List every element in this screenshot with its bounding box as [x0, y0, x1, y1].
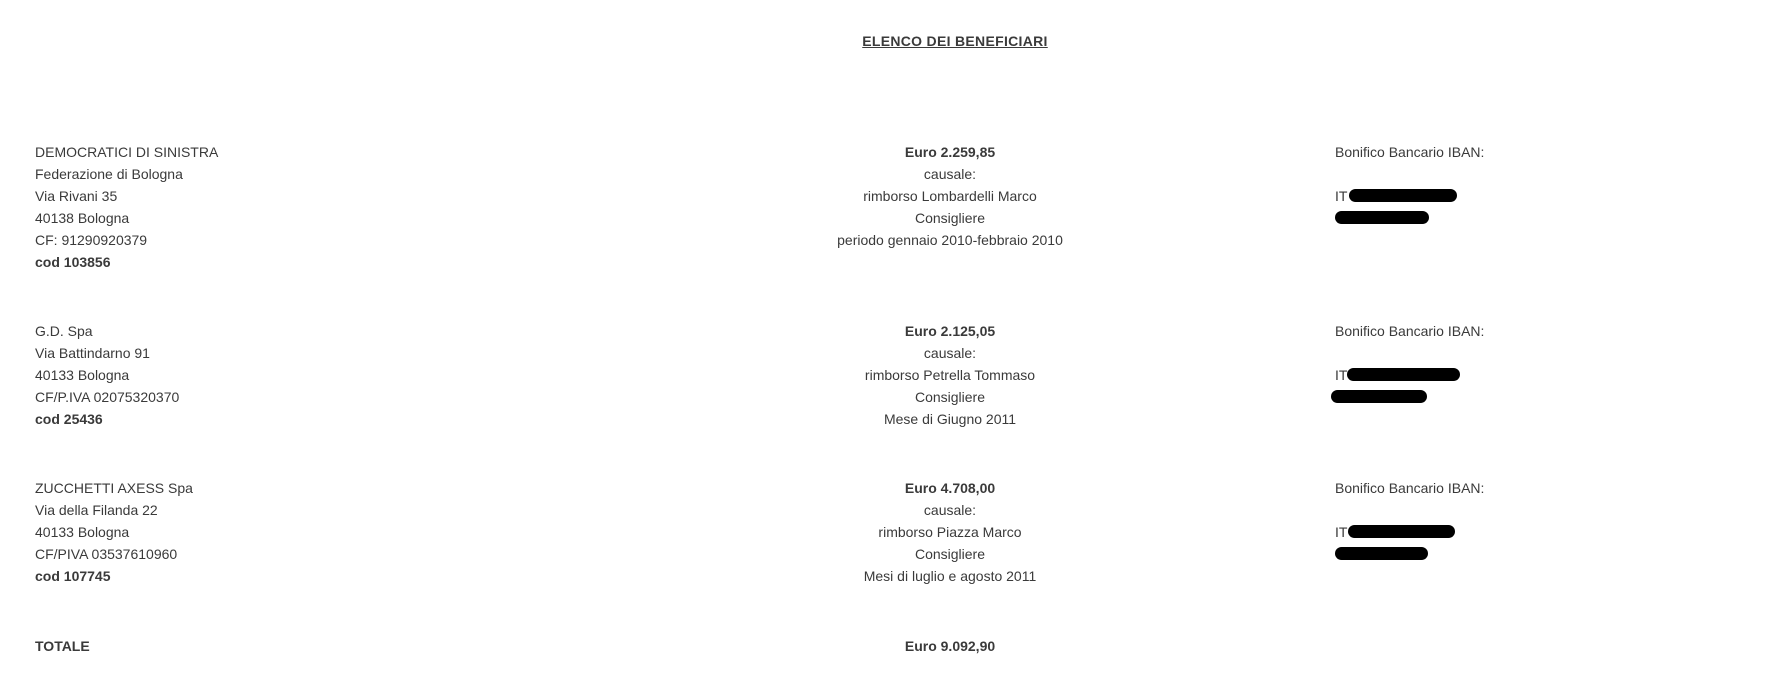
payment-role: Consigliere — [914, 546, 986, 562]
beneficiary-city: 40133 Bologna — [35, 524, 130, 540]
beneficiary-address: Via Battindarno 91 — [35, 345, 150, 361]
payment-details — [750, 320, 1150, 430]
beneficiary-city: 40138 Bologna — [35, 210, 130, 226]
beneficiary-code: cod 107745 — [35, 568, 111, 584]
payment-details — [750, 477, 1150, 587]
redacted-iban-bar — [1347, 368, 1460, 381]
beneficiary-tax-id: CF/P.IVA 02075320370 — [35, 389, 180, 405]
causale-label: causale: — [923, 345, 977, 361]
bank-details — [1335, 477, 1635, 565]
iban-row — [1335, 364, 1635, 386]
payment-reason: rimborso Petrella Tommaso — [864, 367, 1036, 383]
redacted-iban-bar — [1331, 390, 1427, 403]
causale-label: causale: — [923, 166, 977, 182]
redacted-iban-bar — [1335, 547, 1428, 560]
payment-details — [750, 141, 1150, 251]
beneficiary-name: ZUCCHETTI AXESS Spa — [35, 480, 193, 496]
bank-transfer-label: Bonifico Bancario IBAN: — [1335, 480, 1485, 496]
beneficiary-name: DEMOCRATICI DI SINISTRA — [35, 144, 219, 160]
iban-row — [1335, 185, 1635, 207]
total-label: TOTALE — [35, 638, 90, 654]
bank-transfer-label: Bonifico Bancario IBAN: — [1335, 144, 1485, 160]
beneficiary-tax-id: CF: 91290920379 — [35, 232, 148, 248]
iban-row-continued — [1335, 386, 1635, 408]
redacted-iban-bar — [1348, 525, 1455, 538]
payment-role: Consigliere — [914, 389, 986, 405]
beneficiary-details — [35, 320, 435, 430]
payment-period: Mese di Giugno 2011 — [883, 411, 1017, 427]
beneficiary-details — [35, 477, 435, 587]
payment-period: periodo gennaio 2010-febbraio 2010 — [837, 232, 1063, 248]
beneficiary-address: Via Rivani 35 — [35, 188, 118, 204]
beneficiary-code: cod 103856 — [35, 254, 111, 270]
beneficiary-line: Federazione di Bologna — [35, 166, 183, 182]
payment-reason: rimborso Lombardelli Marco — [863, 188, 1037, 204]
spacer — [1335, 342, 1635, 364]
iban-prefix: IT — [1335, 188, 1348, 204]
iban-prefix: IT — [1335, 524, 1348, 540]
payment-reason: rimborso Piazza Marco — [878, 524, 1022, 540]
payment-amount: Euro 2.259,85 — [904, 144, 996, 160]
total-amount: Euro 9.092,90 — [904, 638, 996, 654]
spacer — [1335, 499, 1635, 521]
document-title: ELENCO DEI BENEFICIARI — [862, 33, 1048, 49]
bank-details — [1335, 141, 1635, 229]
beneficiary-city: 40133 Bologna — [35, 367, 130, 383]
iban-row-continued — [1335, 207, 1635, 229]
beneficiary-address: Via della Filanda 22 — [35, 502, 158, 518]
iban-prefix: IT — [1335, 367, 1348, 383]
payment-amount: Euro 2.125,05 — [904, 323, 996, 339]
iban-row-continued — [1335, 543, 1635, 565]
bank-transfer-label: Bonifico Bancario IBAN: — [1335, 323, 1485, 339]
payment-amount: Euro 4.708,00 — [904, 480, 996, 496]
redacted-iban-bar — [1349, 189, 1457, 202]
beneficiary-name: G.D. Spa — [35, 323, 93, 339]
bank-details — [1335, 320, 1635, 408]
redacted-iban-bar — [1335, 211, 1429, 224]
payment-role: Consigliere — [914, 210, 986, 226]
spacer — [1335, 163, 1635, 185]
beneficiary-code: cod 25436 — [35, 411, 103, 427]
iban-row — [1335, 521, 1635, 543]
payment-period: Mesi di luglio e agosto 2011 — [863, 568, 1037, 584]
causale-label: causale: — [923, 502, 977, 518]
beneficiary-details — [35, 141, 435, 273]
beneficiary-tax-id: CF/PIVA 03537610960 — [35, 546, 178, 562]
